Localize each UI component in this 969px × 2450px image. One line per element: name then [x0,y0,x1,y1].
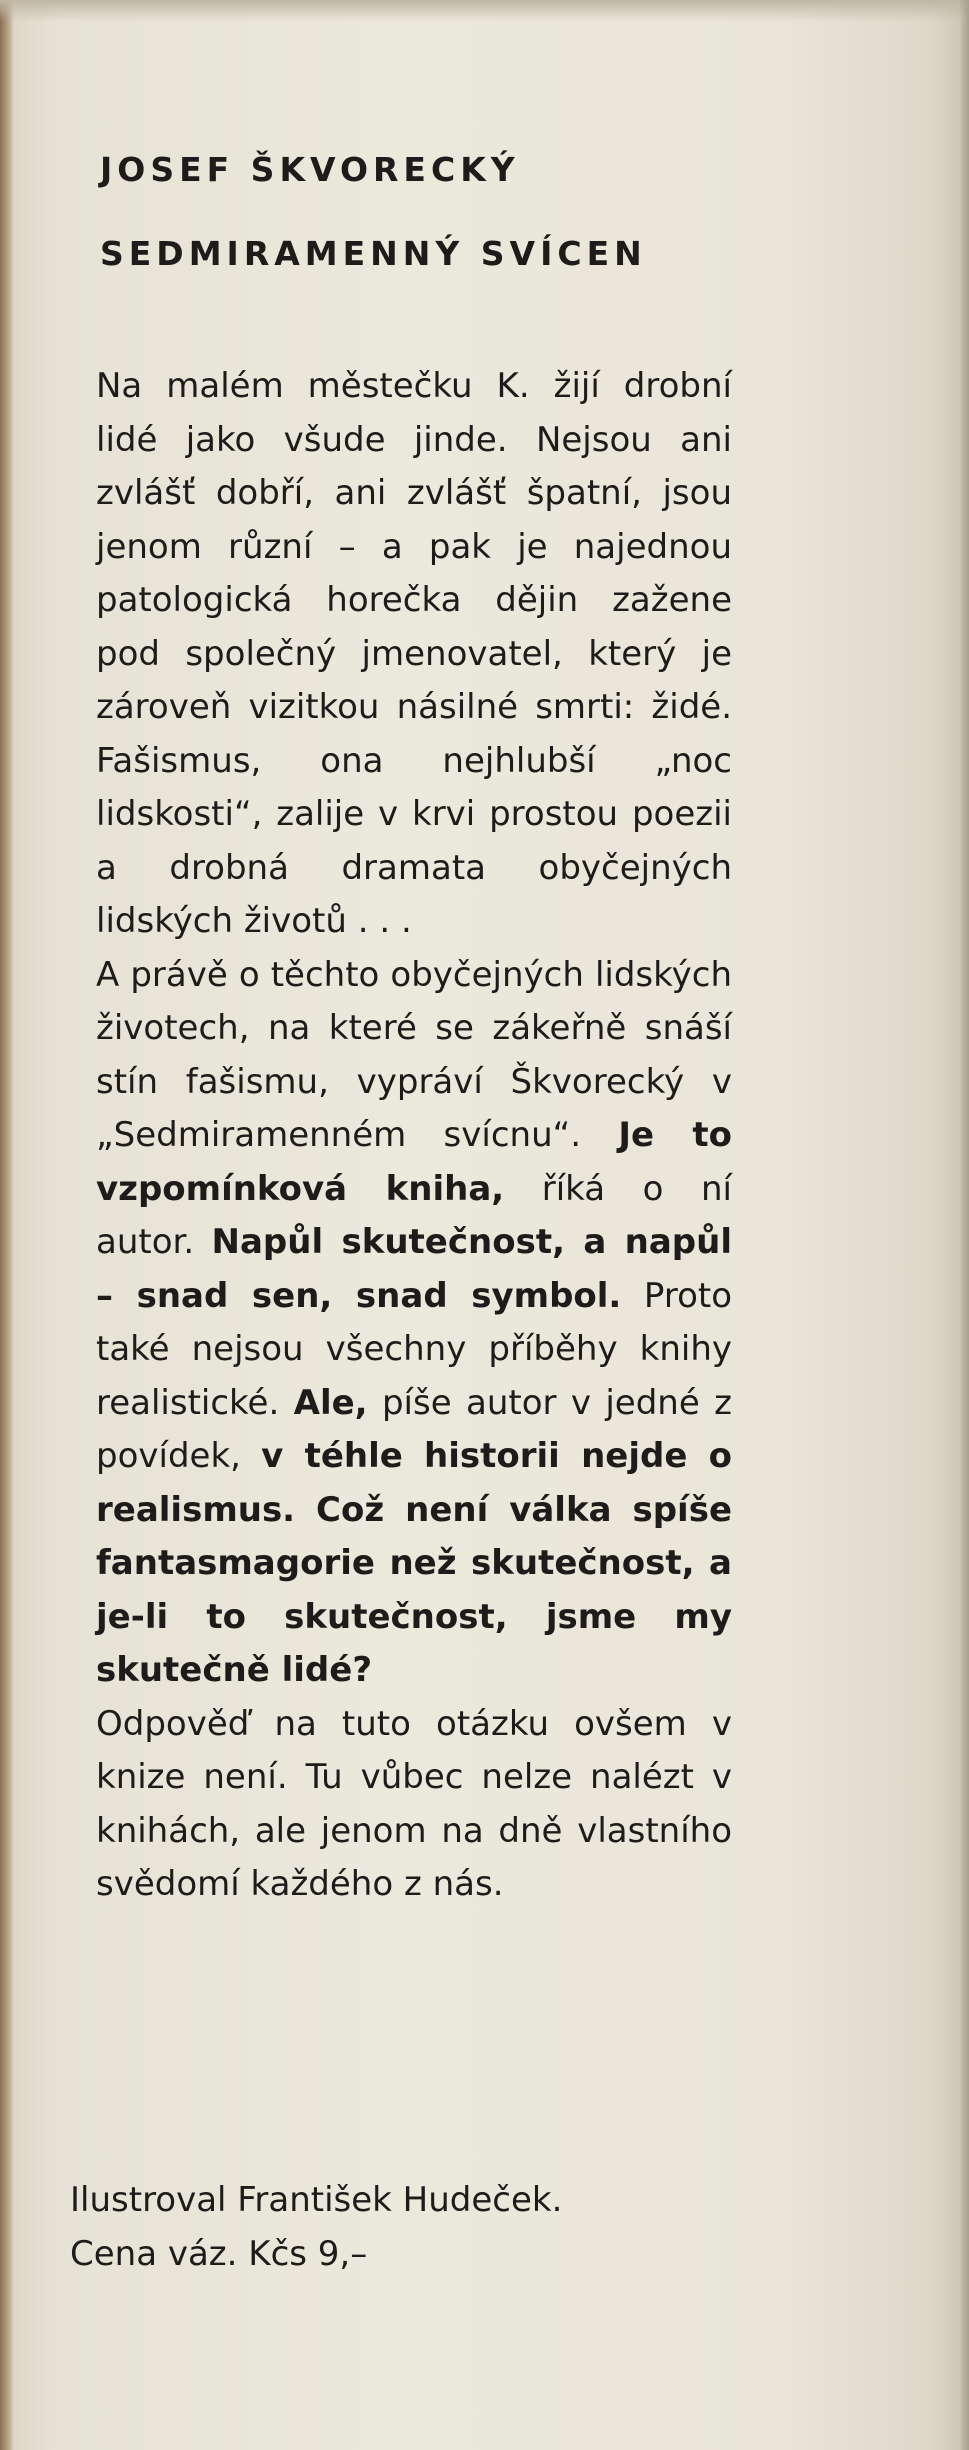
footer [70,2173,830,2281]
blurb-bold-run: Napůl skutečnost, a napůl – snad sen, snad symbol. [96,1222,732,1316]
book-title: SEDMIRAMENNÝ SVÍCEN [100,234,647,273]
blurb-bold-run: v téhle historii nejde o realismus. Což není válka spíše fantasmagorie než skutečnost, a je-li to skutečnost, jsme my skutečně lidé? [96,1436,732,1690]
blurb-text-run: A právě o těchto obyčejných lidských životech, na které se zákeřně snáší stín fašismu, vypráví Škvorecký v „Sedmiramenném svícnu“. [96,954,732,1155]
blurb-bold-run: Ale, [293,1382,368,1423]
paper-edge-left [0,0,14,2450]
price-line: Cena váz. Kčs 9,– [70,2234,368,2274]
blurb-paragraph-2 [96,949,732,1698]
blurb-bold-run: Je to vzpomínková kniha, [96,1115,732,1209]
blurb-paragraph-3: Odpověď na tuto otázku ovšem v knize není. Tu vůbec nelze nalézt v knihách, ale jenom na dně vlastního svědomí každého z nás. [96,1703,732,1904]
author-name: JOSEF ŠKVORECKÝ [100,150,520,189]
illustrator-credit: Ilustroval František Hudeček. [70,2180,563,2220]
header [100,150,860,274]
blurb-text-run: Proto také nejsou všechny příběhy knihy realistické. [96,1275,732,1423]
blurb-text-run: říká o ní autor. [96,1168,732,1262]
paper-edge-top [0,0,969,22]
blurb-paragraph-1: Na malém městečku K. žijí drobní lidé jako všude jinde. Nejsou ani zvlášť dobří, ani zvlášť špatní, jsou jenom různí – a pak je najednou patologická horečka dějin zažene pod společný jmenovatel, který je zároveň vizitkou násilné smrti: židé. Fašismus, ona nejhlubší „noc lidskosti“, zalije v krvi prostou poezii a drobná dramata obyčejných lidských životů . . . [96,366,732,941]
paper-edge-right [959,0,969,2450]
blurb-text-run: píše autor v jedné z povídek, [96,1382,732,1476]
blurb-text [96,360,732,1912]
